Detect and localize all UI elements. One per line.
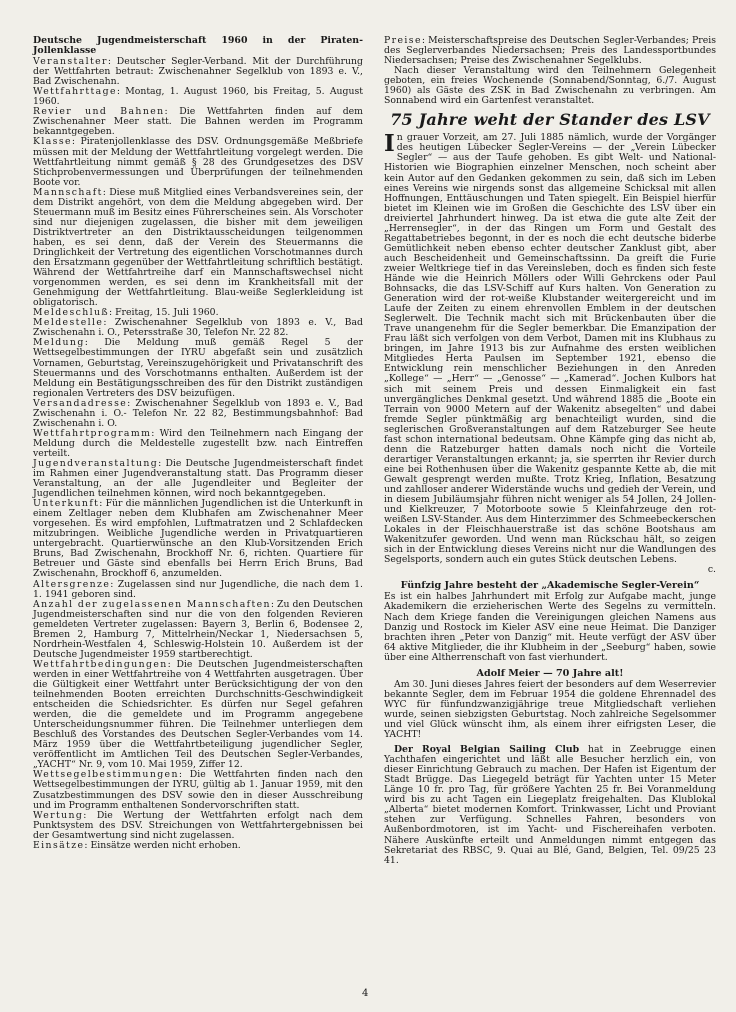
lsv-text: n grauer Vorzeit, am 27. Juli 1885 nämlich, wurde der Vorgänger des heutigen Lübecker Segler-Vereins — der „Verein Lübecker Segler“ — aus der Taufe gehoben. Es gibt Welt- und National-Historien wie Biographien einzelner Menschen, noch scheint aber kein Autor auf den Gedanken gekommen zu sein, daß sich im Leben eines Vereins wie nirgends sonst das allgemeine Schicksal mit allen Hoffnungen, Enttäuschungen und Taten spiegelt. Ein Beispiel hierfür bietet im Kleinen wie im Großen die Geschichte des LSV über ein dreiviertel Jahrhundert hinweg. Da ist etwa die gute alte Zeit der „Herrensegler“, in der das Ringen um Form und Gestalt des Regattabetriebes begonnt, in der es noch die echt deutsche biderbe Gemütlichkeit neben ebenso echter deutscher Zanklust gibt, aber auch Bescheidenheit und Gemeinschaftssinn. Da greift die Furie zweier Weltkriege tief in das Vereinsleben, doch es finden sich feste Hände wie die Heinrich Möllers oder Willi Gehrckens oder Paul Bohnsacks, die das LSV-Schiff auf Kurs halten. Von Generation zu Generation wird der rot-weiße Klubstander weitergereicht und im Laufe der Zeiten zu einem ehrenvollen Emblem in der deutschen Seglerwelt. Die Technik macht sich mit Brückenbauten über die Trave unangenehm für die Segler bemerkbar. Die Emanzipation der Frau läßt sich verfolgen von dem Verbot, Damen mit ins Klubhaus zu bringen, im Jahre 1913 bis zur Aufnahme des ersten weiblichen Mitgliedes Herta Paulsen im September 1921, ebenso die Entwicklung rein menschlicher Beziehungen in den Anreden „Kollege“ — „Herr“ — „Genosse“ — „Kamerad“. Jochen Kulbors hat sich mit seinem Preis und dessen Einmaligkeit ein fast unvergängliches Denkmal gesetzt. Und während 1885 die „Boote ein Terrain von 9000 Metern auf der Wakenitz absegelten“ und dabei fremde Segler pünktmäßig arg benachteiligt wurden, sind die seglerischen Großveranstaltungen auf dem Ratzeburger See heute fast schon international bedeutsam. Ohne Kämpfe ging das nicht ab, denn die Ratzeburger hatten damals noch nicht die Vorteile derartiger Veranstaltungen erkannt; ja, sie sperrten ihr Revier durch eine bei Rothenhusen über die Wakenitz gespannte Kette ab, die mit Gewalt gesprengt werden mußte. Trotz Krieg, Inflation, Besatzung und zahlloser anderer Widerstände wuchs und gedieh der Verein, und in diesem Jubiläumsjahr führen nicht weniger als 54 Jollen, 24 Jollen- und Kielkreuzer, 7 Motorboote sowie 5 Kleinfahrzeuge den rot-weißen LSV-Stander. Aus dem Hinterzimmer des Schmeebeckerschen Lokales in der Fleischhauerstraße ist das schöne Bootshaus am Wakenitzufer geworden. Und wenn man Rückschau hält, so zeigen sich in der Entwicklung dieses Vereins nicht nur die Wandlungen des Segelsports, sondern auch ein gutes Stück deutschen Lebens. bbox=[384, 132, 716, 566]
section-text: : Die Wettfahrten finden nach den Wettsegelbestimmungen der IYRU, gültig ab 1. Januar 1959, mit den Zusatzbestimmungen des DSV sowie den in dieser Ausschreibung und im Programm enthaltenen Sondervorschriften statt. bbox=[33, 769, 363, 811]
section-label: Wertung bbox=[33, 809, 84, 821]
lsv-signature: c. bbox=[707, 564, 716, 576]
section-label: Meldung bbox=[33, 337, 85, 349]
section-label: Wettfahrtbedingungen bbox=[33, 658, 168, 670]
section-paragraph bbox=[33, 429, 363, 459]
section-label: Jugendveranstaltung bbox=[33, 457, 159, 469]
lsv-heading: 75 Jahre weht der Stander des LSV bbox=[390, 110, 710, 130]
section-paragraph bbox=[33, 499, 363, 579]
section-label: Wettfahrtprogramm bbox=[33, 427, 152, 439]
meier-text: Am 30. Juni dieses Jahres feiert der besonders auf dem Weserrevier bekannte Segler, dem im Februar 1954 die goldene Ehrennadel des WYC für fünfundzwanzigjährige treue Mitgliedschaft verliehen wurde, seinen siebzigsten Geburtstag. Noch zahlreiche Segelsommer und viel Glück wünscht ihm, als einem ihrer eifrigsten Leser, die YACHT! bbox=[384, 678, 716, 741]
jugendmeisterschaft-heading: Deutsche Jugendmeisterschaft 1960 in der Piraten-Jollenklasse bbox=[33, 35, 363, 57]
preise-label: Preise bbox=[384, 35, 422, 46]
section-label: Altersgrenze bbox=[33, 578, 111, 590]
section-text: : Diese muß Mitglied eines Verbandsvereines sein, der dem Distrikt angehört, von dem die Meldung abgegeben wird. Der Steuermann muß im Besitz eines Führerscheines sein. Als Vorschoter sind nur diejenigen zugelassen, die bisher mit dem jeweiligen Distriktvertreter an den Distriktausscheidungen teilgenommen haben, es sei denn, daß der Verein des Steuermanns die Dringlichkeit der Vertretung des eigentlichen Vorschotmannes durch den Ersatzmann gegenüber der Wettfahrtleitung schriftlich bestätigt. Während der Wettfahrtreihe darf ein Mannschaftswechsel nicht vorgenommen werden, es sei denn im Krankheitsfall mit der Genehmigung der Wettfahrtleitung. Blau-weiße Seglerkleidung ist obligatorisch. bbox=[33, 186, 363, 309]
section-label: Einsätze bbox=[33, 839, 85, 851]
section-text: : Die Meldung muß gemäß Regel 5 der Wettsegelbestimmungen der IYRU abgefaßt sein und zusätzlich Vornamen, Geburtstag, Vereinszugehörigkeit und Privatanschrift des Steuermanns und des Vorschotmanns enthalten. Außerdem ist der Meldung ein Bestätigungsschreiben des für den Distrikt zuständigen regionalen Vertreters des DSV beizufügen. bbox=[33, 337, 363, 399]
rbsc-text: hat in Zeebrugge einen Yachthafen eingerichtet und läßt alle Besucher herzlich ein, von dieser Einrichtung Gebrauch zu machen. Der Hafen ist Eigentum der Stadt Brügge. Das Liegegeld beträgt für Yachten unter 15 Meter Länge 10 fr. pro Tag, für größere Yachten 25 fr. Bei Voranmeldung wird bis zu acht Tagen ein Liegeplatz freigehalten. Das Klublokal „Alberta“ bietet modernen Komfort. Trinkwasser, Licht und Proviant stehen zur Verfügung. Schnelles Fahren, besonders von Außenbordmotoren, ist im Yacht- und Fischereihafen verboten. Nähere Auskünfte erteilt und Anmeldungen nimmt entgegen das Sekretariat des RBSC, 9. Quai au Blé, Gand, Belgien, Tel. 09/25 23 41. bbox=[384, 744, 716, 866]
section-text: : Die Deutschen Jugendmeisterschaften werden in einer Wettfahrtreihe von 4 Wettfahrten ausgetragen. Über die Gültigkeit einer Wettfahrt unter Berücksichtigung der von den teilnehmenden Booten erreichten Durchschnitts-Geschwindigkeit entscheiden die Schiedsrichter. Es dürfen nur Segel gefahren werden, die die gemeldete und im Programm angegebene Unterscheidungsnummer führen. Die Teilnehmer unterliegen dem Beschluß des Vorstandes des Deutschen Segler-Verbandes vom 14. März 1959 über die Wettfahrtbeteiligung jugendlicher Segler, veröffentlicht im Amtlichen Teil des Deutschen Segler-Verbandes, „YACHT“ Nr. 9, vom 10. Mai 1959, Ziffer 12. bbox=[33, 658, 363, 771]
section-text: : Freitag, 15. Juli 1960. bbox=[108, 307, 219, 319]
meier-heading: Adolf Meier — 70 Jahre alt! bbox=[476, 667, 624, 679]
preise-paragraph bbox=[384, 36, 716, 66]
lsv-dropcap: I bbox=[384, 130, 395, 158]
section-label: Meldestelle bbox=[33, 317, 104, 329]
section-label: Mannschaft bbox=[33, 186, 103, 198]
preise-followup: Nach dieser Veranstaltung wird den Teilnehmern Gelegenheit geboten, ein freies Wochenende (Sonnabend/Sonntag, 6./7. August 1960) als Gäste des ZSK in Bad Zwischenahn zu verbringen. Am Sonnabend wird ein Gartenfest veranstaltet. bbox=[384, 65, 716, 107]
section-paragraph bbox=[33, 137, 363, 187]
section-paragraph bbox=[33, 660, 363, 771]
section-text: : Die Deutsche Jugendmeisterschaft findet im Rahmen einer Jugendveranstaltung statt. Das Programm dieser Veranstaltung, an der alle Jugendleiter und Begleiter der Jugendlichen teilnehmen können, wird noch bekanntgegeben. bbox=[33, 457, 363, 500]
akademischer-text: Es ist ein halbes Jahrhundert mit Erfolg zur Aufgabe macht, junge Akademikern die erzieherischen Werte des Segelns zu vermitteln. Nach dem Kriege fanden die Vereinigungen gleichen Namens aus Danzig und Rostock im Kieler ASV eine neue Heimat. Die Danziger brachten ihren „Peter von Danzig“ mit. Heute verfügt der ASV über 64 aktive Mitglieder, die ihr Klubheim in der „Seeburg“ haben, sowie über eine Altherrenschaft von fast vierhundert. bbox=[384, 591, 716, 663]
section-paragraph bbox=[33, 841, 363, 851]
section-text: : Zu den Deutschen Jugendmeisterschaften sind nur die von den folgenden Revieren gemeldeten Vertreter zugelassen: Bayern 3, Berlin 6, Bodensee 2, Bremen 2, Hamburg 7, Mittelrhein/Neckar 1, Niedersachsen 5, Nordrhein-Westfalen 4, Schleswig-Holstein 10. Außerdem ist der Deutsche Jugendmeister 1959 startberechtigt. bbox=[33, 598, 363, 660]
section-label: Klasse bbox=[33, 136, 72, 148]
section-label: Meldeschluß bbox=[33, 307, 109, 319]
section-paragraph bbox=[33, 600, 363, 660]
section-paragraph bbox=[33, 338, 363, 398]
section-label: Unterkunft bbox=[33, 498, 100, 510]
section-text: : Für die männlichen Jugendlichen ist die Unterkunft in einem Zeltlager neben dem Klubhafen am Zwischenahner Meer vorgesehen. Es wird empfohlen, Luftmatratzen und 2 Schlafdecken mitzubringen. Weibliche Jugendliche werden in Privatquartieren untergebracht. Quartierwünsche an den Klub-Vorsitzenden Erich Bruns, Bad Zwischenahn, Brockhoff Nr. 6, richten. Quartiere für Betreuer und Gäste sind ebenfalls bei Herrn Erich Bruns, Bad Zwischenahn, Brockhoff 6, anzumelden. bbox=[33, 498, 363, 580]
page-number: 4 bbox=[362, 988, 369, 999]
rbsc-name: Der Royal Belgian Sailing Club bbox=[394, 744, 580, 756]
section-paragraph bbox=[33, 580, 363, 600]
section-paragraph bbox=[33, 57, 363, 87]
jugendmeisterschaft-sections bbox=[33, 57, 363, 851]
left-column bbox=[33, 36, 363, 851]
section-label: Anzahl der zugelassenen Mannschaften bbox=[33, 598, 271, 610]
section-text: : Einsätze werden nicht erhoben. bbox=[84, 839, 241, 851]
right-column bbox=[384, 36, 716, 866]
section-text: : Deutscher Segler-Verband. Mit der Durchführung der Wettfahrten betraut: Zwischenahner Segelklub von 1893 e. V., Bad Zwischenahn. bbox=[33, 56, 363, 88]
section-text: : Zwischenahner Segelklub von 1893 e. V., Bad Zwischenahn i. O., Petersstraße 30, Telefon Nr. 22 82. bbox=[33, 317, 363, 339]
lsv-article bbox=[384, 130, 716, 566]
section-paragraph bbox=[33, 107, 363, 137]
section-paragraph bbox=[33, 399, 363, 429]
section-text: : Zugelassen sind nur Jugendliche, die nach dem 1. 1. 1941 geboren sind. bbox=[33, 578, 363, 600]
section-label: Wettsegelbestimmungen bbox=[33, 769, 179, 781]
section-text: : Wird den Teilnehmern nach Eingang der Meldung durch die Meldestelle zugestellt bzw. nach Eintreffen verteilt. bbox=[33, 427, 363, 459]
preise-text: : Meisterschaftspreise des Deutschen Segler-Verbandes; Preis des Seglerverbandes Niedersachsen; Preis des Landessportbundes Niedersachsen; Preise des Zwischenahner Segelklubs. bbox=[384, 35, 716, 67]
section-paragraph bbox=[33, 188, 363, 309]
akademischer-heading: Fünfzig Jahre besteht der „Akademische Segler-Verein“ bbox=[400, 580, 700, 592]
section-text: : Die Wettfahrten finden auf dem Zwischenahner Meer statt. Die Bahnen werden im Programm bekanntgegeben. bbox=[33, 106, 363, 138]
section-label: Wettfahrttage bbox=[33, 86, 117, 98]
section-text: : Piratenjollenklasse des DSV. Ordnungsgemäße Meßbriefe müssen mit der Meldung der Wettfahrtleitung vorgelegt werden. Die Wettfahrtleitung nimmt gemäß § 28 des Grundgesetzes des DSV Stichprobenvermessungen und Überprüfungen der teilnehmenden Boote vor. bbox=[33, 136, 363, 188]
section-paragraph bbox=[33, 770, 363, 810]
section-paragraph bbox=[33, 87, 363, 107]
section-paragraph bbox=[33, 318, 363, 338]
section-text: : Montag, 1. August 1960, bis Freitag, 5. August 1960. bbox=[33, 86, 363, 108]
section-label: Revier und Bahnen bbox=[33, 106, 165, 118]
rbsc-paragraph bbox=[384, 745, 716, 866]
section-text: : Die Wertung der Wettfahrten erfolgt nach dem Punktsystem des DSV. Streichungen von Wettfahrtergebnissen bei der Gesamtwertung sind nicht zugelassen. bbox=[33, 809, 363, 841]
section-text: : Zwischenahner Segelklub von 1893 e. V., Bad Zwischenahn i. O.- Telefon Nr. 22 82, Bestimmungsbahnhof: Bad Zwischenahn i. O. bbox=[33, 397, 363, 429]
section-label: Versandadresse bbox=[33, 397, 128, 409]
section-label: Veranstalter bbox=[33, 56, 108, 68]
section-paragraph bbox=[33, 811, 363, 841]
section-paragraph bbox=[33, 459, 363, 499]
